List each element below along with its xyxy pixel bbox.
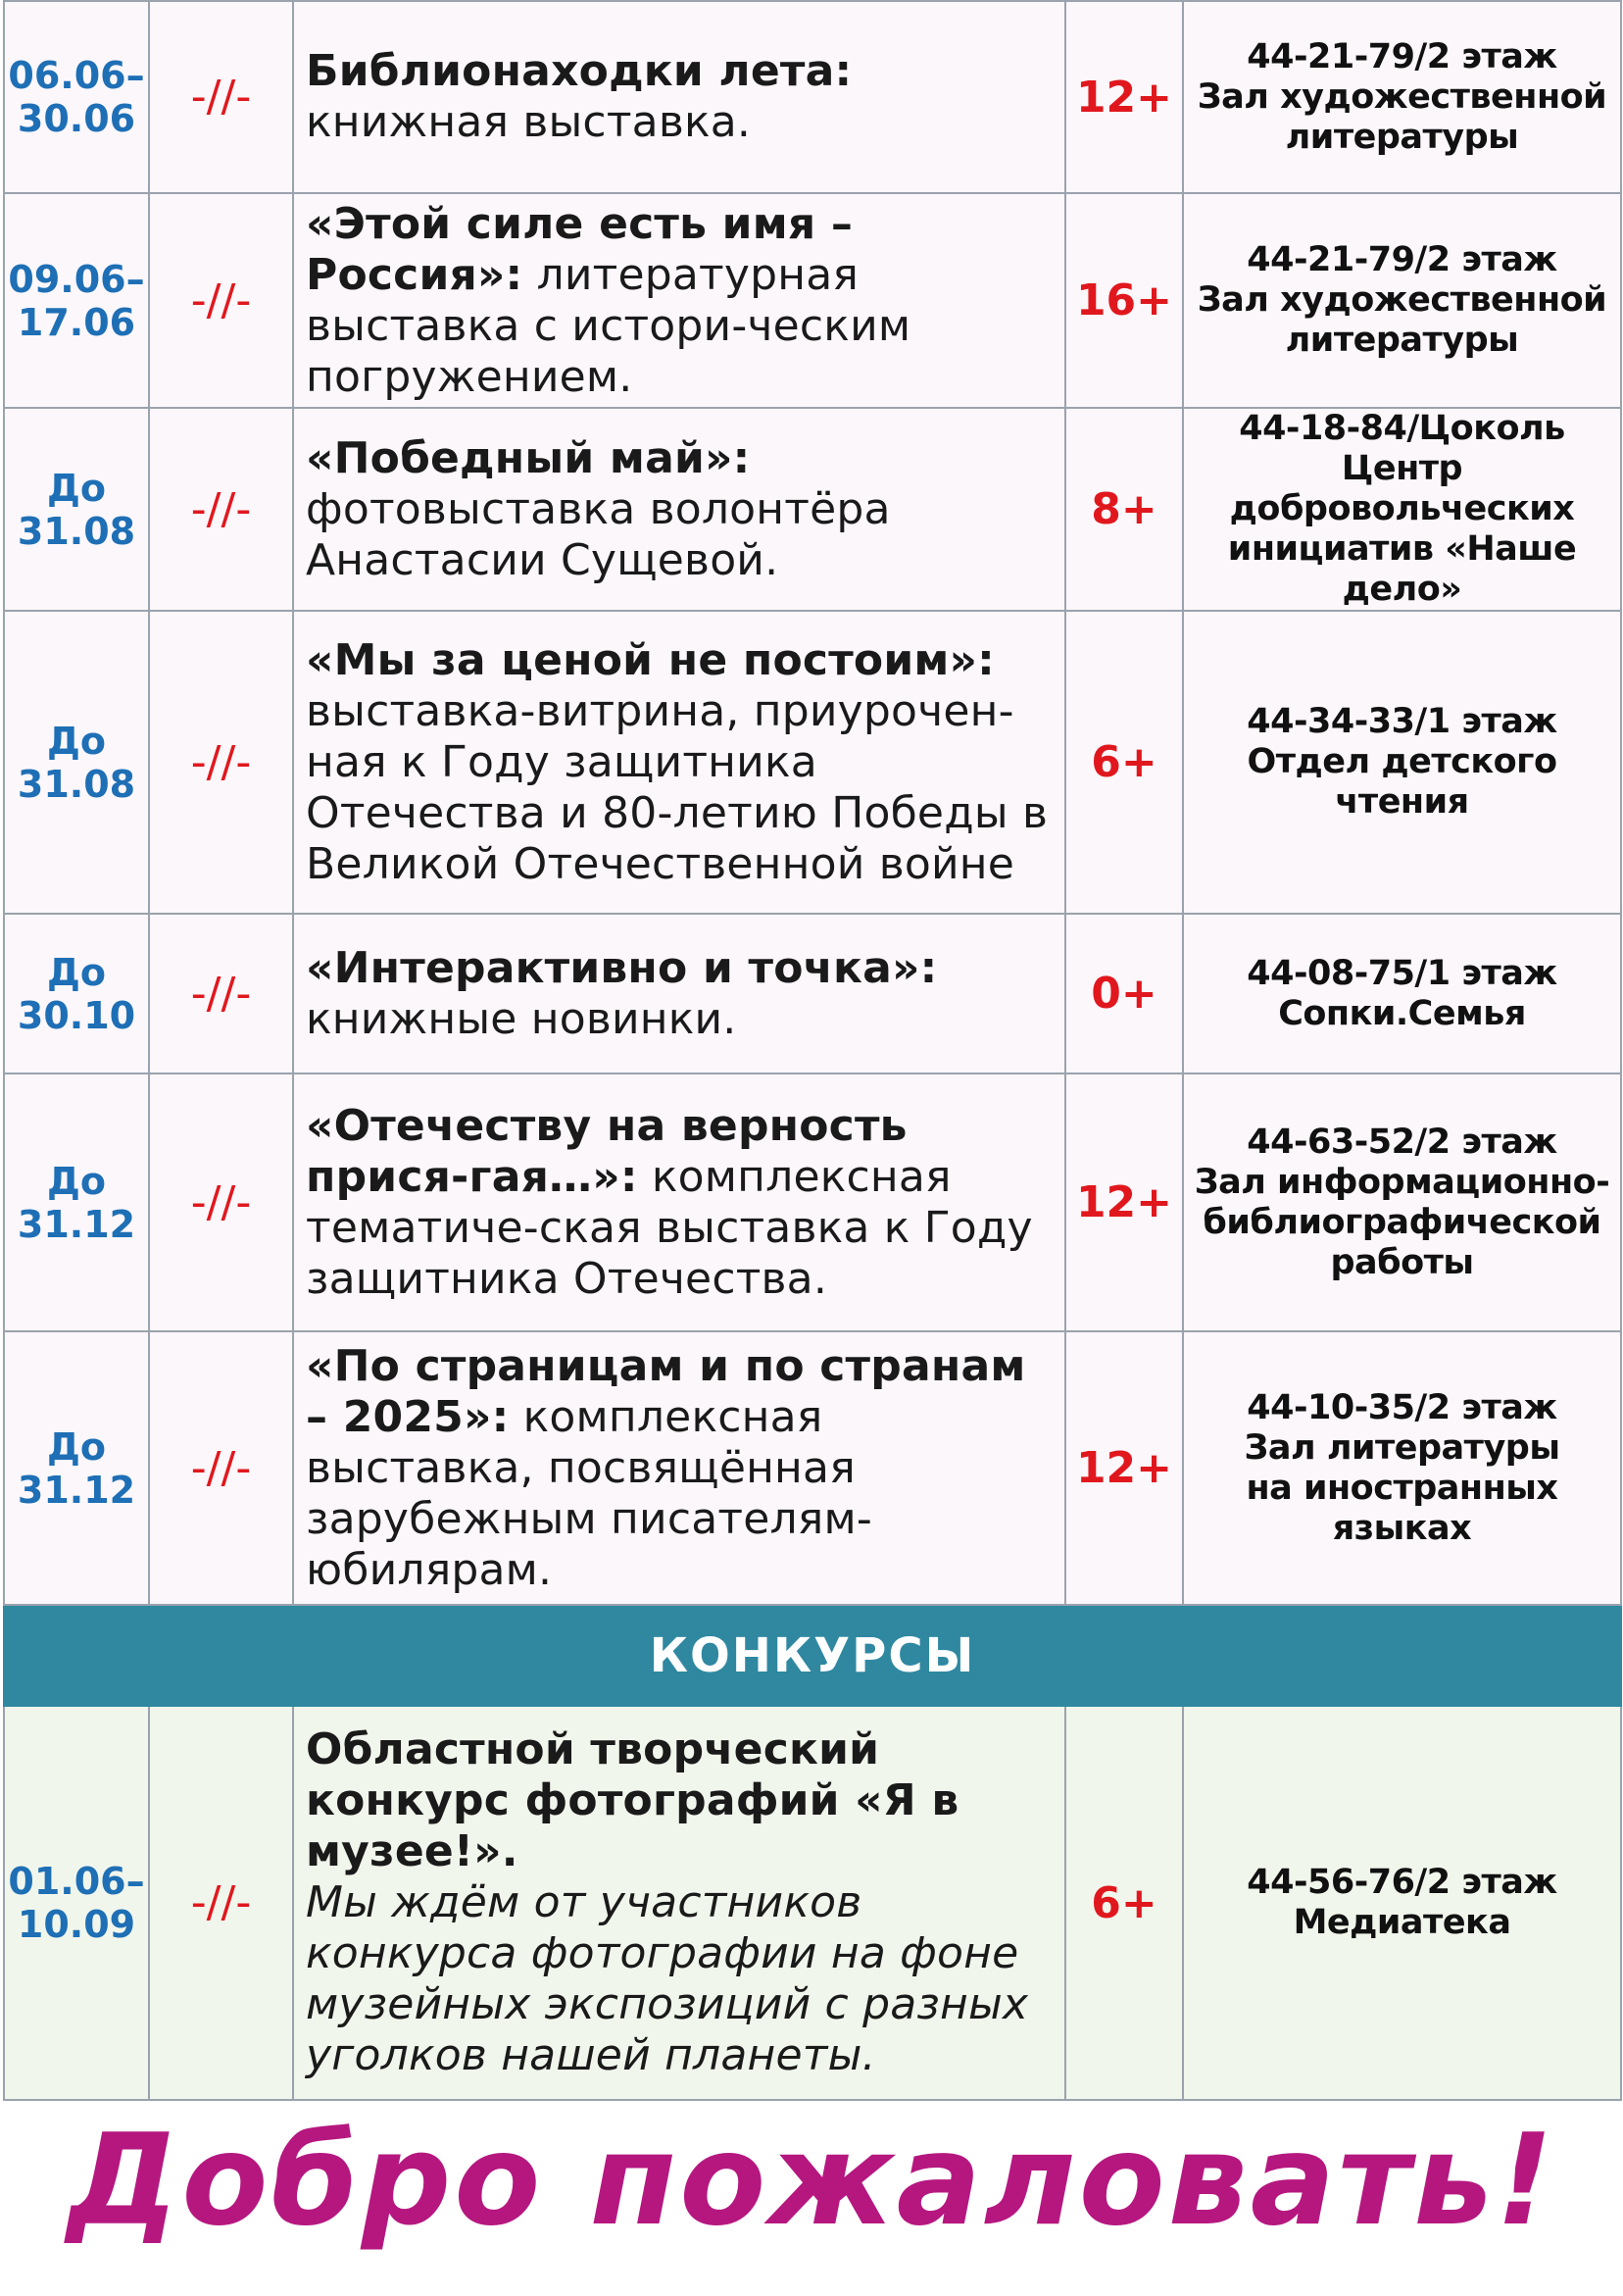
ditto-cell: -//- (149, 1, 293, 193)
contest-body: Мы ждём от участников конкурса фотографии на фоне музейных экспозиций с разных уголков нашей планеты. (306, 1877, 1029, 2080)
location-line: Центр добровольческих (1229, 449, 1575, 528)
event-title: Библионаходки лета: (306, 46, 853, 96)
date-cell (4, 1706, 149, 2100)
date-start: До (47, 1424, 106, 1469)
date-start: 09.06– (8, 257, 145, 301)
location-phone-floor: 44-63-52/2 этаж (1247, 1122, 1557, 1162)
date-start: 06.06– (8, 54, 145, 97)
location-line: Зал информационно- (1194, 1162, 1610, 1202)
event-title: «Интерактивно и точка»: (306, 942, 938, 993)
section-title: КОНКУРСЫ (4, 1605, 1621, 1706)
ditto-cell: -//- (149, 408, 293, 611)
table-row (4, 1073, 1621, 1331)
date-cell (4, 193, 149, 408)
table-row (4, 1, 1621, 193)
schedule-body (4, 1, 1621, 2100)
location-phone-floor: 44-08-75/1 этаж (1247, 953, 1557, 993)
location-phone-floor: 44-18-84/Цоколь (1239, 409, 1565, 448)
event-body: комплексная выставка, посвящённая зарубежным писателям-юбилярам. (306, 1391, 872, 1595)
age-rating: 12+ (1065, 1, 1183, 193)
date-cell (4, 914, 149, 1073)
age-rating: 6+ (1065, 611, 1183, 914)
date-cell (4, 611, 149, 914)
event-body: книжная выставка. (306, 97, 752, 147)
location-line: Зал художественной (1197, 280, 1607, 320)
welcome-banner: Добро пожаловать! (67, 2108, 1556, 2254)
event-body: фотовыставка волонтёра Анастасии Сущевой. (306, 483, 891, 585)
table-row (4, 1331, 1621, 1605)
location-phone-floor: 44-56-76/2 этаж (1247, 1863, 1557, 1902)
ditto-cell: -//- (149, 193, 293, 408)
event-title: «Этой силе есть имя – Россия»: (306, 198, 854, 300)
date-end: 31.12 (17, 1202, 136, 1246)
location-line: литературы (1285, 321, 1519, 360)
date-cell (4, 1331, 149, 1605)
description-cell (293, 611, 1065, 914)
location-line: Зал художественной (1197, 76, 1607, 117)
date-cell (4, 1, 149, 193)
event-body: комплексная тематиче-ская выставка к Году защитника Отечества. (306, 1151, 1033, 1304)
contest-title: Областной творческий конкурс фотографий «Я в музее!». (306, 1724, 959, 1876)
description-cell (293, 1073, 1065, 1331)
description-cell (293, 1706, 1065, 2100)
location-cell (1183, 193, 1621, 408)
location-phone-floor: 44-21-79/2 этаж (1247, 36, 1557, 76)
table-row (4, 611, 1621, 914)
date-end: 10.09 (17, 1903, 136, 1946)
date-end: 31.08 (17, 509, 136, 553)
location-cell (1183, 1073, 1621, 1331)
age-rating: 16+ (1065, 193, 1183, 408)
table-row (4, 408, 1621, 611)
event-body: книжные новинки. (306, 993, 737, 1044)
description-cell (293, 408, 1065, 611)
date-start: До (47, 1159, 106, 1203)
location-line: Зал литературы (1244, 1427, 1560, 1468)
table-row (4, 914, 1621, 1073)
location-line: Отдел детского чтения (1247, 742, 1557, 822)
location-line: работы (1330, 1242, 1474, 1282)
event-title: «Отечеству на верность прися-гая…»: (306, 1100, 908, 1202)
section-header-row (4, 1605, 1621, 1706)
location-phone-floor: 44-21-79/2 этаж (1247, 240, 1557, 279)
age-rating: 12+ (1065, 1331, 1183, 1605)
event-title: «Мы за ценой не постоим»: (306, 634, 995, 685)
date-cell (4, 1073, 149, 1331)
location-line: инициатив «Наше дело» (1227, 529, 1577, 609)
event-title: «По страницам и по странам – 2025»: (306, 1340, 1026, 1442)
age-rating: 6+ (1065, 1706, 1183, 2100)
date-end: 30.10 (17, 993, 136, 1037)
location-cell (1183, 1706, 1621, 2100)
date-end: 31.08 (17, 762, 136, 806)
event-title: «Победный май»: (306, 432, 751, 483)
date-end: 31.12 (17, 1468, 136, 1512)
location-cell (1183, 408, 1621, 611)
date-start: До (47, 719, 106, 763)
event-body: выставка-витрина, приурочен-ная к Году защитника Отечества и 80-летию Победы в Великой Отечественной войне (306, 685, 1049, 889)
description-cell (293, 914, 1065, 1073)
age-rating: 12+ (1065, 1073, 1183, 1331)
age-rating: 0+ (1065, 914, 1183, 1073)
table-row (4, 1706, 1621, 2100)
description-cell (293, 1331, 1065, 1605)
ditto-cell: -//- (149, 1706, 293, 2100)
age-rating: 8+ (1065, 408, 1183, 611)
ditto-cell: -//- (149, 611, 293, 914)
location-line: литературы (1285, 117, 1519, 157)
date-cell (4, 408, 149, 611)
date-start: До (47, 950, 106, 994)
date-end: 17.06 (17, 300, 136, 344)
schedule-table (3, 0, 1622, 2101)
location-line: Сопки.Семья (1278, 993, 1526, 1033)
location-cell (1183, 1, 1621, 193)
event-body: литературная выставка с истори-ческим погружением. (306, 249, 911, 402)
description-cell (293, 1, 1065, 193)
location-cell (1183, 611, 1621, 914)
date-end: 30.06 (17, 97, 136, 140)
ditto-cell: -//- (149, 1073, 293, 1331)
location-line: библиографической (1203, 1202, 1601, 1242)
location-cell (1183, 1331, 1621, 1605)
location-cell (1183, 914, 1621, 1073)
location-phone-floor: 44-10-35/2 этаж (1247, 1387, 1557, 1427)
date-start: До (47, 466, 106, 510)
table-row (4, 193, 1621, 408)
ditto-cell: -//- (149, 914, 293, 1073)
date-start: 01.06– (8, 1860, 145, 1903)
location-line: Медиатека (1293, 1903, 1511, 1942)
location-phone-floor: 44-34-33/1 этаж (1247, 702, 1557, 741)
ditto-cell: -//- (149, 1331, 293, 1605)
location-line: на иностранных языках (1246, 1468, 1558, 1548)
description-cell (293, 193, 1065, 408)
